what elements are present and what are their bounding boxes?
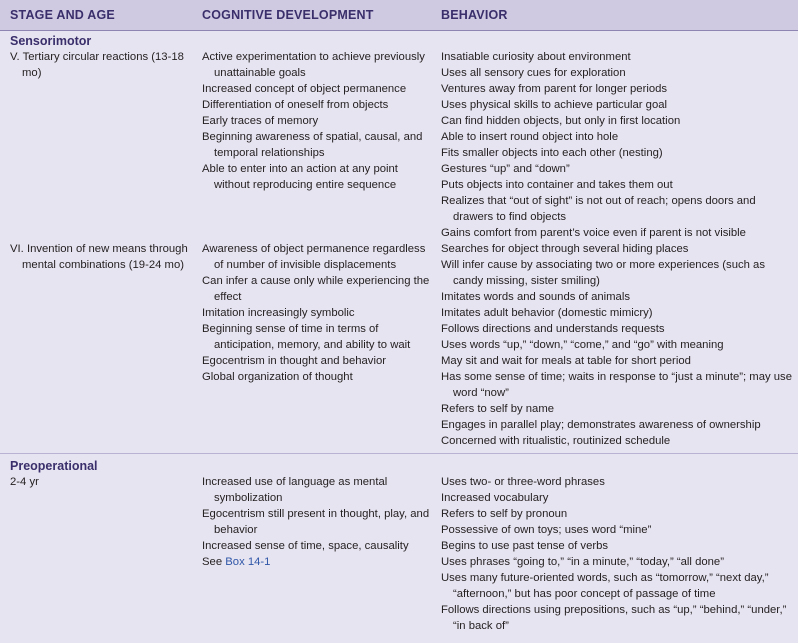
list-item: Egocentrism still present in thought, play, and behavior	[202, 508, 430, 536]
list-item: Increased sense of time, space, causality	[202, 540, 409, 552]
list-item: Awareness of object permanence regardless of number of invisible displacements	[202, 243, 426, 271]
preoperational-stage-label	[10, 474, 190, 490]
list-item: Active experimentation to achieve previously unattainable goals	[202, 51, 425, 79]
preoperational-behavior-list	[441, 474, 793, 634]
list-item: Insatiable curiosity about environment	[441, 51, 631, 63]
list-item: Possessive of own toys; uses word “mine”	[441, 524, 652, 536]
stage-vi-behavior-list	[441, 241, 793, 449]
list-item: Uses two- or three-word phrases	[441, 476, 605, 488]
stage-label: VI. Invention of new means through mental combinations (19-24 mo)	[10, 243, 188, 271]
header-behavior: BEHAVIOR	[441, 8, 508, 22]
stage-label: V. Tertiary circular reactions (13-18 mo)	[10, 51, 184, 79]
list-item: Follows directions using prepositions, such as “up,” “behind,” “under,” “in back of”	[441, 604, 787, 632]
list-item: Uses all sensory cues for exploration	[441, 67, 626, 79]
list-item: Follows directions and understands requests	[441, 323, 665, 335]
stage-vi-label	[10, 241, 192, 273]
list-item: Concerned with ritualistic, routinized schedule	[441, 435, 671, 447]
list-item: May sit and wait for meals at table for short period	[441, 355, 691, 367]
list-item: Uses many future-oriented words, such as “tomorrow,” “next day,” “afternoon,” but has poor concept of passage of time	[441, 572, 769, 600]
box-14-1-link[interactable]: Box 14-1	[225, 556, 271, 568]
list-item: Uses physical skills to achieve particular goal	[441, 99, 668, 111]
list-item: Can find hidden objects, but only in first location	[441, 115, 681, 127]
list-item: Will infer cause by associating two or more experiences (such as candy missing, sister smiling)	[441, 259, 765, 287]
list-item: Fits smaller objects into each other (nesting)	[441, 147, 663, 159]
see-box-reference	[202, 554, 430, 570]
list-item: Able to enter into an action at any point without reproducing entire sequence	[202, 163, 398, 191]
list-item: Ventures away from parent for longer periods	[441, 83, 668, 95]
list-item: Beginning awareness of spatial, causal, and temporal relationships	[202, 131, 423, 159]
list-item: Beginning sense of time in terms of anticipation, memory, and ability to wait	[202, 323, 411, 351]
list-item: Uses words “up,” “down,” “come,” and “go” with meaning	[441, 339, 724, 351]
section-title-preoperational: Preoperational	[10, 459, 98, 473]
stage-v-label	[10, 49, 190, 81]
list-item: Searches for object through several hiding places	[441, 243, 689, 255]
list-item: Imitates adult behavior (domestic mimicry)	[441, 307, 653, 319]
stage-vi-cognitive-list	[202, 241, 430, 385]
list-item: Realizes that “out of sight” is not out of reach; opens doors and drawers to find objects	[441, 195, 756, 223]
list-item: Able to insert round object into hole	[441, 131, 619, 143]
list-item: Increased use of language as mental symbolization	[202, 476, 388, 504]
list-item: Has some sense of time; waits in response to “just a minute”; may use word “now”	[441, 371, 792, 399]
header-stage-and-age: STAGE AND AGE	[10, 8, 115, 22]
section-title-sensorimotor: Sensorimotor	[10, 34, 92, 48]
list-item: Egocentrism in thought and behavior	[202, 355, 387, 367]
list-item: Early traces of memory	[202, 115, 319, 127]
list-item: Refers to self by pronoun	[441, 508, 568, 520]
table-header	[0, 0, 798, 31]
list-item: Can infer a cause only while experiencing the effect	[202, 275, 430, 303]
list-item: Puts objects into container and takes them out	[441, 179, 673, 191]
section-divider	[0, 453, 798, 454]
list-item: Uses phrases “going to,” “in a minute,” “today,” “all done”	[441, 556, 724, 568]
list-item: Begins to use past tense of verbs	[441, 540, 609, 552]
list-item: Imitates words and sounds of animals	[441, 291, 631, 303]
preoperational-cognitive-list	[202, 474, 430, 570]
list-item: Refers to self by name	[441, 403, 555, 415]
list-item: Engages in parallel play; demonstrates awareness of ownership	[441, 419, 761, 431]
stage-label: 2-4 yr	[10, 476, 39, 488]
stage-v-behavior-list	[441, 49, 793, 241]
header-cognitive-development: COGNITIVE DEVELOPMENT	[202, 8, 374, 22]
list-item: Gestures “up” and “down”	[441, 163, 570, 175]
see-prefix: See	[202, 556, 226, 568]
list-item: Differentiation of oneself from objects	[202, 99, 389, 111]
list-item: Increased concept of object permanence	[202, 83, 407, 95]
list-item: Gains comfort from parent’s voice even if parent is not visible	[441, 227, 746, 239]
stage-v-cognitive-list	[202, 49, 430, 193]
list-item: Imitation increasingly symbolic	[202, 307, 355, 319]
list-item: Increased vocabulary	[441, 492, 549, 504]
list-item: Global organization of thought	[202, 371, 353, 383]
